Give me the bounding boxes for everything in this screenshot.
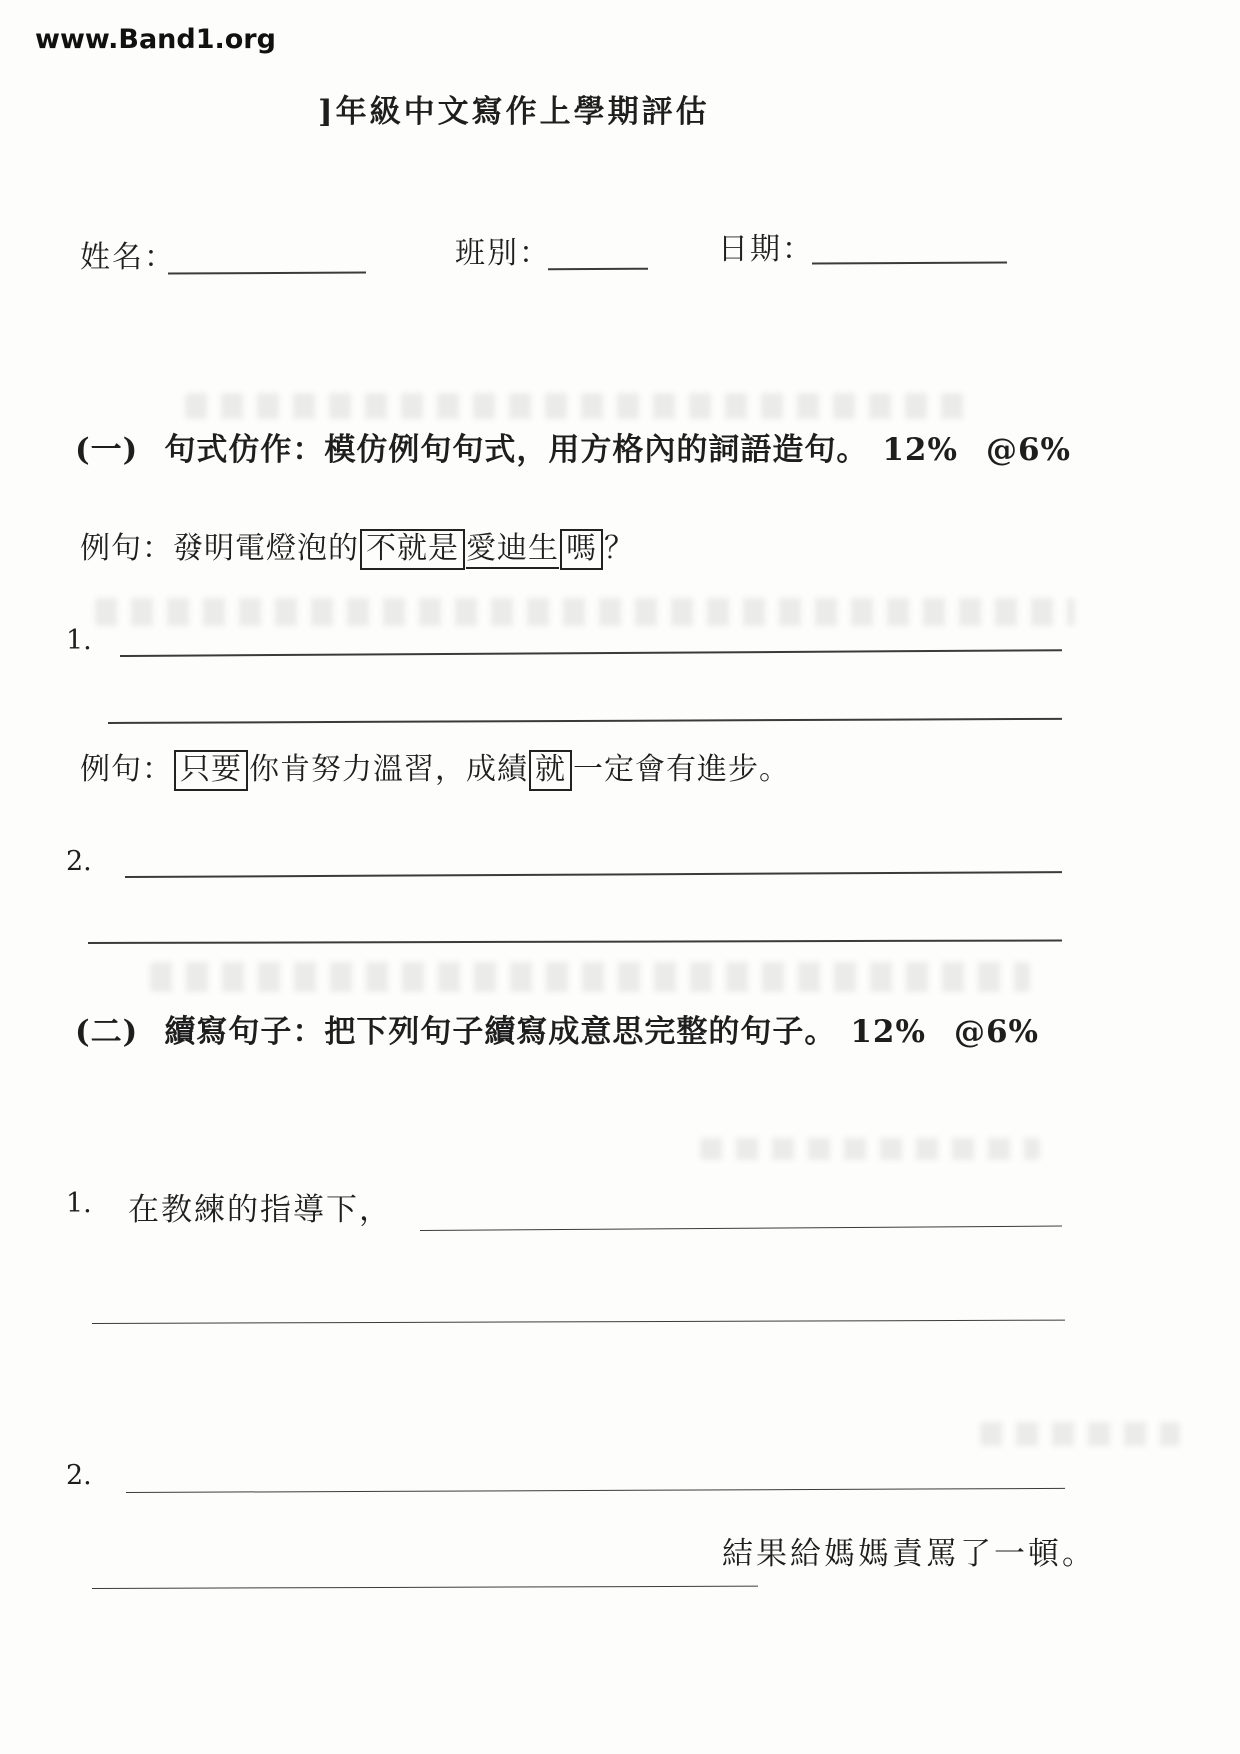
bleed-through-artifact bbox=[185, 393, 975, 419]
example1-suffix: ？ bbox=[604, 531, 635, 566]
section1-score: 12% bbox=[882, 432, 958, 468]
date-label: 日期： bbox=[718, 232, 814, 267]
page-title: ]年級中文寫作上學期評估 bbox=[318, 94, 710, 130]
date-answer-line bbox=[812, 261, 1007, 264]
class-answer-line bbox=[548, 268, 648, 271]
example1-boxed-word-1: 不就是 bbox=[360, 529, 465, 570]
example1-prefix: 例句：發明電燈泡的 bbox=[80, 531, 359, 566]
example1-boxed-word-2: 嗎 bbox=[560, 529, 603, 570]
watermark-url: www.Band1.org bbox=[35, 24, 276, 55]
section2-question1-answer-line-1 bbox=[420, 1226, 1062, 1231]
section2-heading bbox=[75, 1006, 1039, 1051]
section1-heading-text: 句式仿作：模仿例句句式，用方格內的詞語造句。 bbox=[164, 432, 869, 468]
example2-boxed-word-1: 只要 bbox=[174, 750, 248, 791]
name-label: 姓名： bbox=[80, 240, 176, 275]
section1-question2-number: 2. bbox=[66, 846, 92, 877]
section2-question2-answer-line-1 bbox=[126, 1488, 1065, 1493]
section1-question1-answer-line-2 bbox=[108, 718, 1062, 724]
section1-question2-answer-line-2 bbox=[88, 939, 1062, 944]
section1-per-item-score: @6% bbox=[985, 432, 1071, 468]
section2-score: 12% bbox=[850, 1014, 926, 1050]
name-answer-line bbox=[168, 271, 366, 274]
section1-question2-answer-line-1 bbox=[125, 871, 1062, 878]
section2-number: (二) bbox=[75, 1014, 139, 1050]
section2-question2-ending: 結果給媽媽責罵了一頓。 bbox=[722, 1536, 1096, 1572]
bleed-through-artifact bbox=[980, 1422, 1180, 1446]
example2-prefix: 例句： bbox=[80, 752, 173, 787]
example1-underlined-word: 愛迪生 bbox=[466, 531, 559, 569]
section1-heading bbox=[75, 424, 1071, 469]
example2-suffix: 一定會有進步。 bbox=[573, 752, 790, 787]
section2-question2-answer-line-2 bbox=[92, 1586, 758, 1589]
section2-question2-number: 2. bbox=[66, 1460, 92, 1491]
section1-question1-answer-line-1 bbox=[120, 649, 1062, 657]
section1-question1-number: 1. bbox=[66, 625, 92, 656]
section2-question1-answer-line-2 bbox=[92, 1320, 1065, 1324]
section1-number: (一) bbox=[75, 432, 139, 468]
section2-question1-number: 1. bbox=[66, 1188, 92, 1219]
class-label: 班別： bbox=[455, 236, 551, 271]
section2-per-item-score: @6% bbox=[953, 1014, 1039, 1050]
bleed-through-artifact bbox=[700, 1138, 1040, 1160]
bleed-through-artifact bbox=[150, 962, 1030, 992]
example2-boxed-word-2: 就 bbox=[529, 750, 572, 791]
example2-middle: 你肯努力溫習，成績 bbox=[249, 752, 528, 787]
section2-heading-text: 續寫句子：把下列句子續寫成意思完整的句子。 bbox=[164, 1014, 837, 1050]
section1-example1 bbox=[80, 523, 635, 570]
bleed-through-artifact bbox=[95, 598, 1075, 626]
section2-question1-prompt: 在教練的指導下， bbox=[128, 1192, 392, 1228]
section1-example2 bbox=[80, 744, 790, 791]
